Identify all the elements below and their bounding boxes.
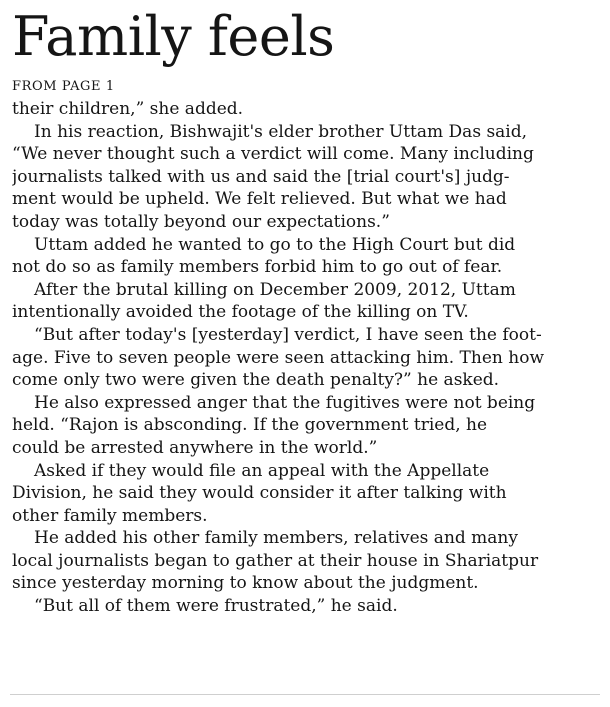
- article-line: not do so as family members forbid him to go out of fear.: [12, 257, 503, 278]
- article-line: since yesterday morning to know about the judgment.: [12, 573, 479, 594]
- article-line: Asked if they would file an appeal with the Appellate: [34, 460, 490, 481]
- article-line: ment would be upheld. We felt relieved. But what we had: [12, 189, 507, 210]
- article-line: age. Five to seven people were seen attacking him. Then how: [12, 347, 544, 368]
- article-line: their children,” she added.: [12, 99, 244, 119]
- article-line: held. “Rajon is absconding. If the government tried, he: [12, 415, 488, 436]
- article-line: In his reaction, Bishwajit's elder brother Uttam Das said,: [34, 121, 528, 142]
- article-line: could be arrested anywhere in the world.”: [12, 437, 378, 458]
- article-line: intentionally avoided the footage of the killing on TV.: [12, 302, 469, 323]
- article-line: come only two were given the death penalty?” he asked.: [12, 370, 500, 391]
- article-line: “We never thought such a verdict will come. Many including: [12, 144, 534, 165]
- article-line: He also expressed anger that the fugitives were not being: [34, 392, 536, 413]
- article-body: [12, 98, 602, 618]
- article-line: local journalists began to gather at their house in Shariatpur: [12, 550, 539, 571]
- headline: Family feels: [12, 5, 335, 68]
- article-line: journalists talked with us and said the [trial court's] judg-: [12, 166, 510, 187]
- article-line: After the brutal killing on December 2009, 2012, Uttam: [34, 279, 516, 300]
- article-line: He added his other family members, relatives and many: [34, 528, 518, 549]
- article-line: other family members.: [12, 505, 208, 526]
- article-line: today was totally beyond our expectations.”: [12, 211, 390, 232]
- continuation-kicker: FROM PAGE 1: [12, 79, 115, 94]
- article-line: “But all of them were frustrated,” he said.: [34, 596, 398, 617]
- article-line: Uttam added he wanted to go to the High Court but did: [34, 234, 516, 255]
- article-line: “But after today's [yesterday] verdict, I have seen the foot-: [34, 324, 542, 345]
- article-line: Division, he said they would consider it after talking with: [12, 483, 507, 504]
- bottom-divider: [10, 694, 600, 695]
